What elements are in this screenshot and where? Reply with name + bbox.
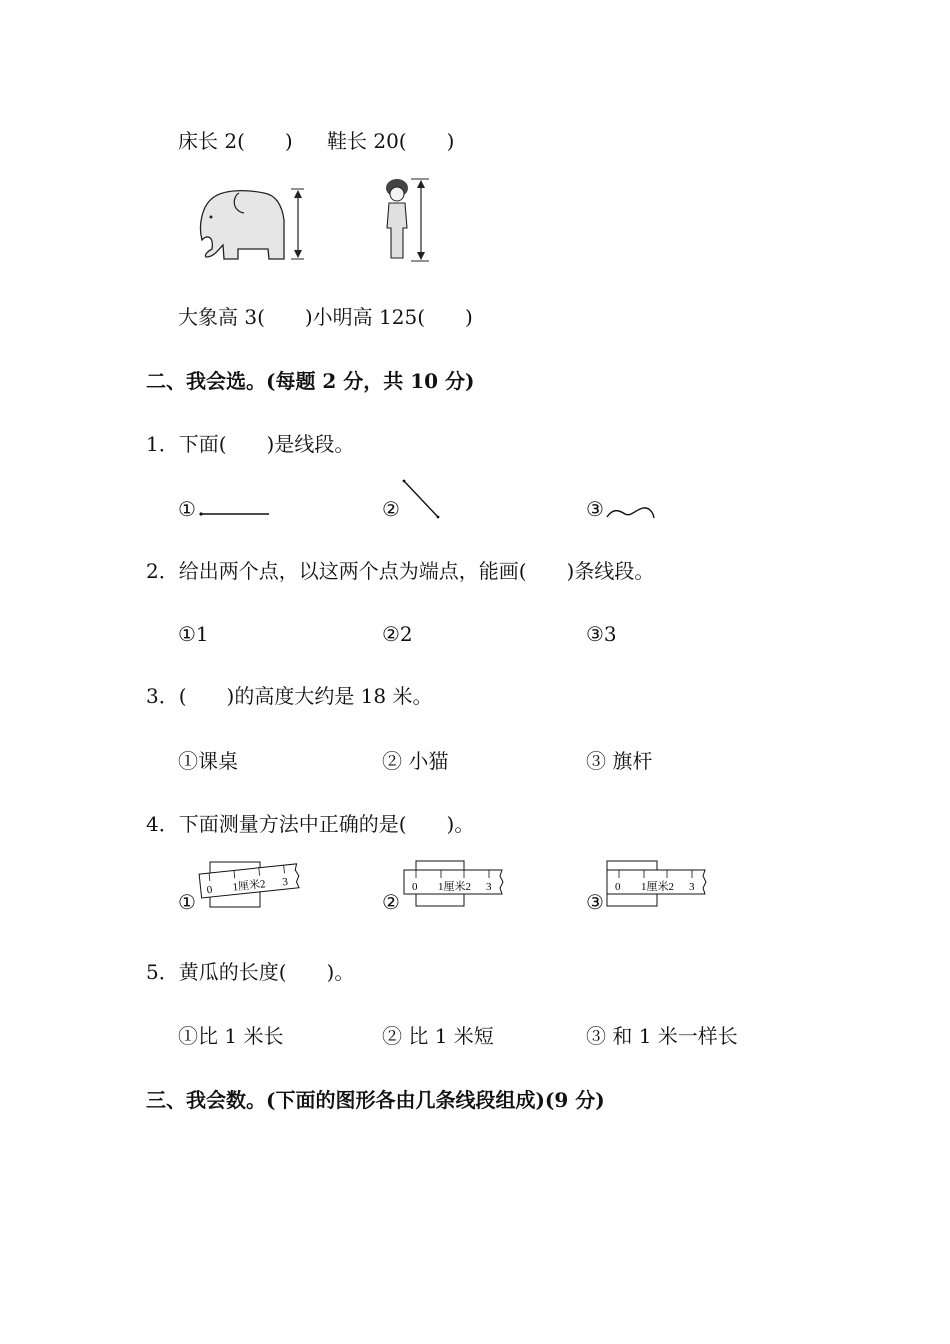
question-4: 4．下面测量方法中正确的是( )。 (146, 812, 475, 836)
diagonal-segment-figure (400, 478, 444, 522)
question-1: 1．下面( )是线段。 (146, 432, 355, 456)
boy-figure (383, 176, 433, 266)
bed-length-question: 床长 2( ) (178, 129, 293, 153)
svg-text:0: 0 (206, 883, 213, 897)
q4-option-1-marker[interactable]: ① (178, 890, 196, 914)
ruler-offset-figure (402, 858, 508, 910)
q1-option-3-marker[interactable]: ③ (586, 497, 604, 521)
svg-text:3: 3 (689, 881, 695, 893)
segment-figure (198, 508, 272, 520)
question-3: 3．( )的高度大约是 18 米。 (146, 684, 433, 708)
curve-figure (605, 502, 657, 522)
q2-option-1[interactable]: ①1 (178, 622, 209, 646)
height-questions: 大象高 3( )小明高 125( ) (178, 305, 473, 329)
section2-heading: 二、我会选。(每题 2 分，共 10 分) (146, 369, 475, 393)
svg-text:1厘米2: 1厘米2 (438, 881, 471, 893)
svg-text:0: 0 (412, 881, 418, 893)
q4-option-3-marker[interactable]: ③ (586, 890, 604, 914)
svg-text:0: 0 (615, 881, 621, 893)
svg-text:1厘米2: 1厘米2 (232, 878, 267, 894)
ruler-aligned-figure (605, 858, 711, 910)
question-5: 5．黄瓜的长度( )。 (146, 960, 355, 984)
q3-option-3[interactable]: ③ 旗杆 (586, 749, 653, 773)
shoe-length-question: 鞋长 20( ) (327, 129, 455, 153)
elephant-figure (194, 185, 304, 265)
q5-option-3[interactable]: ③ 和 1 米一样长 (586, 1024, 738, 1048)
q1-option-1-marker[interactable]: ① (178, 497, 196, 521)
q5-option-1[interactable]: ①比 1 米长 (178, 1024, 284, 1048)
question-2: 2．给出两个点，以这两个点为端点，能画( )条线段。 (146, 559, 655, 583)
section3-heading: 三、我会数。(下面的图形各由几条线段组成)(9 分) (146, 1088, 605, 1112)
q4-option-2-marker[interactable]: ② (382, 890, 400, 914)
q3-option-2[interactable]: ② 小猫 (382, 749, 449, 773)
q2-option-3[interactable]: ③3 (586, 622, 617, 646)
q5-option-2[interactable]: ② 比 1 米短 (382, 1024, 494, 1048)
svg-text:1厘米2: 1厘米2 (641, 881, 674, 893)
q2-option-2[interactable]: ②2 (382, 622, 413, 646)
ruler-tilted-figure (198, 855, 304, 911)
svg-text:3: 3 (486, 881, 492, 893)
q3-option-1[interactable]: ①课桌 (178, 749, 238, 773)
svg-text:3: 3 (281, 875, 289, 889)
q1-option-2-marker[interactable]: ② (382, 497, 400, 521)
